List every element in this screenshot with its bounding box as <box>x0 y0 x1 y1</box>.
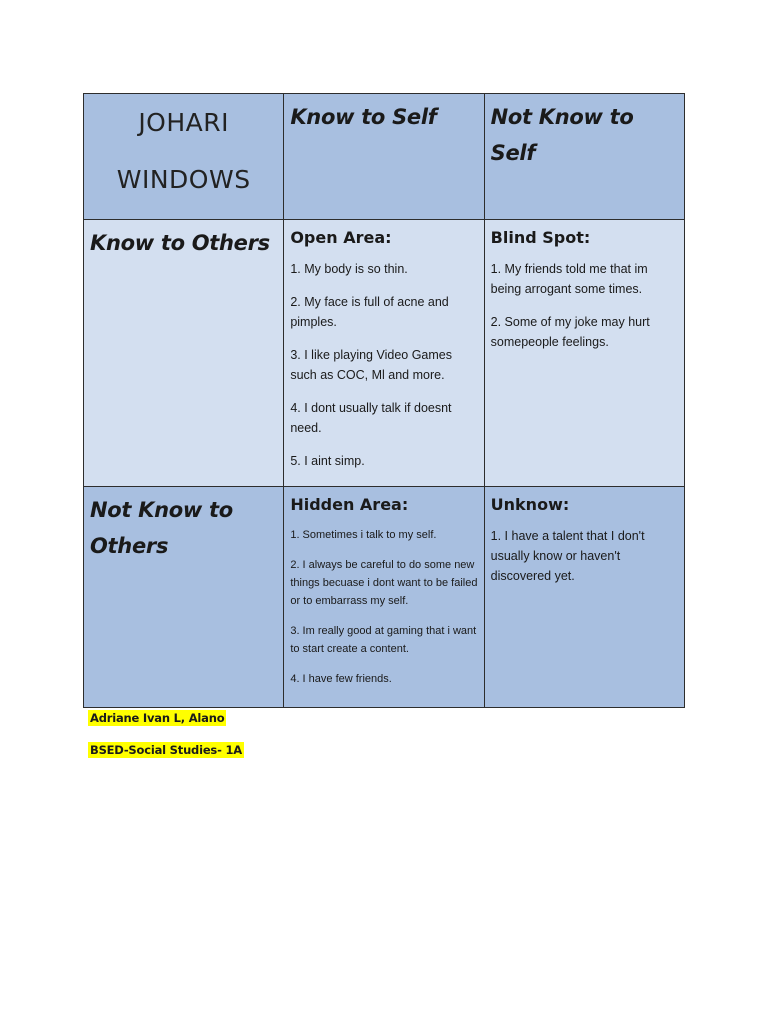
row-header-not-know-to-others <box>84 487 284 708</box>
unknow-title: Unknow: <box>490 495 570 514</box>
johari-window-table <box>83 93 685 708</box>
list-item: 4. I dont usually talk if doesnt need. <box>290 401 452 435</box>
row-header-label: Know to Others <box>90 231 270 255</box>
blind-spot-title: Blind Spot: <box>490 228 591 247</box>
row-header-know-to-others <box>84 220 284 487</box>
hidden-area-cell <box>284 487 484 708</box>
open-area-cell <box>284 220 484 487</box>
table-corner-title <box>84 94 284 220</box>
list-item: 2. Some of my joke may hurt somepeople feelings. <box>490 315 650 349</box>
row-header-line-2: Others <box>90 534 169 558</box>
column-header-label: Know to Self <box>290 105 437 129</box>
corner-title-line-1: JOHARI <box>138 108 230 137</box>
author-name: Adriane Ivan L, Alano <box>90 711 225 725</box>
list-item: 1. My friends told me that im being arrogant some times. <box>490 262 648 296</box>
list-item: 5. I aint simp. <box>290 454 365 468</box>
list-item: 3. Im really good at gaming that i want to start create a content. <box>290 625 477 655</box>
list-item: 4. I have few friends. <box>290 673 392 685</box>
column-header-not-know-to-self <box>484 94 684 220</box>
column-header-label: Not Know to Self <box>490 105 634 165</box>
list-item: 1. My body is so thin. <box>290 262 408 276</box>
row-header-label <box>84 487 283 564</box>
unknow-list <box>485 514 684 586</box>
open-area-list <box>284 247 483 471</box>
blind-spot-list <box>485 247 684 352</box>
list-item: 2. I always be careful to do some new things becuase i dont want to be failed or to embarrass my self. <box>290 559 478 607</box>
list-item: 2. My face is full of acne and pimples. <box>290 295 449 329</box>
author-course: BSED-Social Studies- 1A <box>90 743 242 757</box>
column-header-know-to-self <box>284 94 484 220</box>
corner-title-line-2: WINDOWS <box>116 165 251 194</box>
list-item: 1. Sometimes i talk to my self. <box>290 529 437 541</box>
open-area-title: Open Area: <box>290 228 392 247</box>
unknow-cell <box>484 487 684 708</box>
hidden-area-title: Hidden Area: <box>290 495 409 514</box>
hidden-area-list <box>284 514 483 688</box>
list-item: 1. I have a talent that I don't usually know or haven't discovered yet. <box>490 529 645 583</box>
row-header-line-1: Not Know to <box>90 498 233 522</box>
blind-spot-cell <box>484 220 684 487</box>
list-item: 3. I like playing Video Games such as COC, Ml and more. <box>290 348 452 382</box>
